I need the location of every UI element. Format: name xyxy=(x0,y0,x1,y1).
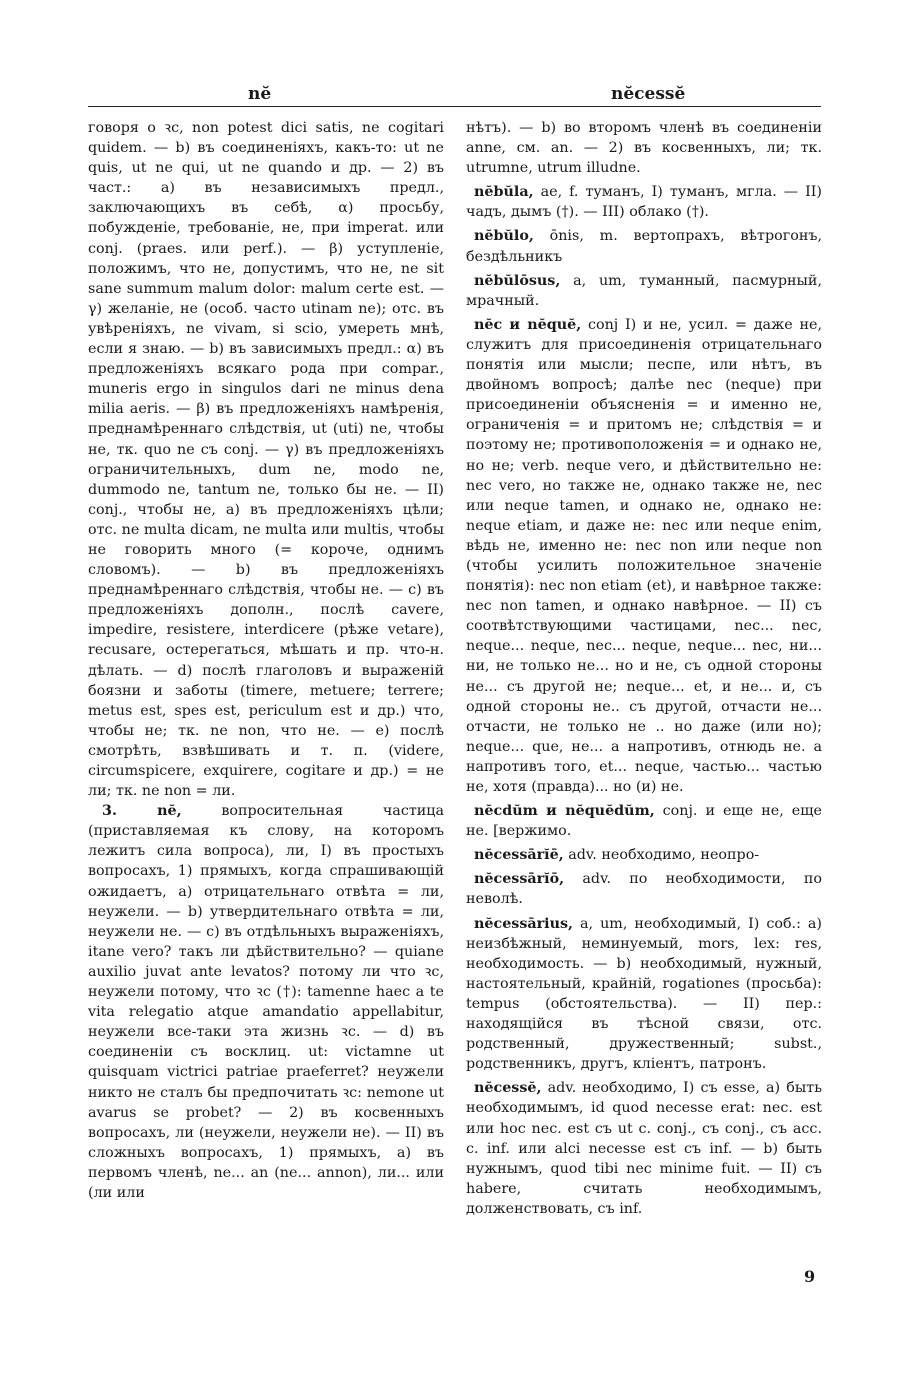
entry-definition: adv. необходимо, неопро- xyxy=(563,847,760,864)
dictionary-entry xyxy=(466,845,822,865)
dictionary-entry xyxy=(466,1078,822,1219)
left-column xyxy=(88,118,444,1203)
entry-definition: conj I) и не, усил. = даже не, служитъ для присоединенія отрицательнаго понятія или мысли; песпе, или нѣтъ, въ двойномъ вопросѣ; далѣе nec (neque) при присоединеніи объясненія = и именно не, ограниченія = и притомъ не; слѣдствія = и поэтому не; противоположенія = и однако не, но не; verb. neque vero, и дѣйствительно не: nec vero, но также не, однако также не, nec или neque tamen, и однако не, однако не: neque etiam, и даже не: nec или neque enim, вѣдь не, именно не: nec non или neque non (чтобы усилить положительное значеніе понятія): nec non etiam (et), и навѣрное также: nec non tamen, и однако навѣрное. — II) съ соотвѣтствующими частицами, nec... nec, neque... neque, nec... neque, neque... nec, ни... ни, не только не... но и не, съ одной стороны не... съ другой не; neque... et, и не... и, съ одной стороны не.. съ другой, отчасти не... отчасти, не только не .. но даже (или но); neque... que, не... а напротивъ, отнюдь не. а напротивъ того, et... neque, частью... частью не, хотя (правда)... но (и) не. xyxy=(466,316,822,795)
entry-headword: nĕcdŭm и nĕquĕdŭm, xyxy=(474,803,655,820)
continued-entry-text: нѣтъ). — b) во второмъ членѣ въ соединеніи anne, см. an. — 2) въ косвенныхъ, ли; тк. utrumne, utrum illudne. xyxy=(466,120,822,177)
entry-headword: nĕcessārĭō, xyxy=(474,871,565,888)
entry-definition: ae, f. туманъ, I) туманъ, мгла. — II) чадъ, дымъ (†). — III) облако (†). xyxy=(466,184,822,221)
running-header xyxy=(88,84,821,106)
header-rule xyxy=(88,106,821,107)
entry-headword: nĕbŭlo, xyxy=(474,228,534,245)
entry-headword: nĕcessārius, xyxy=(474,915,574,932)
entry-definition: adv. по необходимости, по неволѣ. xyxy=(466,871,822,908)
dictionary-entry xyxy=(466,869,822,909)
dictionary-entry xyxy=(466,914,822,1075)
entry-headword: nĕbŭlōsus, xyxy=(474,272,561,289)
right-column xyxy=(466,118,822,1219)
dictionary-entry xyxy=(466,226,822,266)
header-left-word: nĕ xyxy=(248,84,272,104)
page-number: 9 xyxy=(804,1267,816,1286)
entry-headword: nĕcessārĭē, xyxy=(474,847,564,864)
entry-definition: вопросительная частица (приставляемая къ слову, на которомъ лежитъ сила вопроса), ли, I) въ простыхъ вопросахъ, 1) прямыхъ, когда спрашивающій ожидаетъ, a) отрицательнаго отвѣта = ли, неужели. — b) утвердительнаго отвѣта = ли, неужели не. — c) въ отдѣльныхъ выраженіяхъ, itane vero? такъ ли дѣйствительно? — quiane auxilio juvat ante levatos? потому ли что ꝛc, неужели потому, что ꝛc (†): tamenne haec a te vita relegatio atque amandatio appellabitur, неужели все-таки эта жизнь ꝛc. — d) въ соединеніи съ восклиц. ut: victamne ut quisquam victrici patriae praeferret? неужели никто не сталъ бы предпочитать ꝛc: nemone ut avarus se probet? — 2) въ косвенныхъ вопросахъ, ли (неужели, неужели не). — II) въ сложныхъ вопросахъ, 1) прямыхъ, a) въ первомъ членѣ, ne... an (ne... annon), ли... или (ли или xyxy=(88,803,444,1201)
dictionary-entry xyxy=(466,801,822,841)
dictionary-entry xyxy=(466,271,822,311)
entry-definition: a, um, туманный, пасмурный, мрачный. xyxy=(466,272,822,309)
entry-definition: a, um, необходимый, I) соб.: a) неизбѣжный, неминуемый, mors, lex: res, необходимость. — b) необходимый, нужный, настоятельный, крайній, rogationes (просьба): tempus (обстоятельства). — II) пер.: находящійся въ тѣсной связи, отс. родственный, дружественный; subst., родственникъ, другъ, кліентъ, патронъ. xyxy=(466,915,822,1073)
entry-headword: nĕcessĕ, xyxy=(474,1080,542,1097)
entry-definition: conj. и еще не, еще не. [вержимо. xyxy=(466,803,822,840)
entry-headword: nĕc и nĕquĕ, xyxy=(474,316,582,333)
entry-headword: 3. nĕ, xyxy=(102,803,182,820)
header-right-word: nĕcessĕ xyxy=(611,84,686,104)
entry-definition: ōnis, m. вертопрахъ, вѣтрогонъ, бездѣльникъ xyxy=(466,228,822,265)
entry-headword: nĕbŭla, xyxy=(474,184,534,201)
continued-entry-text: говоря о ꝛc, non potest dici satis, ne cogitari quidem. — b) въ соединеніяхъ, какъ-то: ut ne quis, ut ne qui, ut ne quando и др. — 2) въ част.: a) въ независимыхъ предл., заключающихъ въ себѣ, α) просьбу, побужденіе, требованіе, не, при imperat. или conj. (praes. или perf.). — β) уступленіе, положимъ, что не, допустимъ, что не, ne sit sane summum malum dolor: malum certe est. — γ) желаніе, не (особ. часто utinam ne); отс. въ увѣреніяхъ, ne vivam, si scio, умереть мнѣ, если я знаю. — b) въ зависимыхъ предл.: α) въ предложеніяхъ всякаго рода при compar., muneris ergo in singulos dari ne minus dena milia aeris. — β) въ предложеніяхъ намѣренія, преднамѣреннаго слѣдствія, ut (uti) ne, чтобы не, тк. quo ne съ conj. — γ) въ предложеніяхъ ограничительныхъ, dum ne, modo ne, dummodo ne, tantum ne, только бы не. — II) conj., чтобы не, a) въ предложеніяхъ цѣли; отс. ne multa dicam, ne multa или multis, чтобы не говорить много (= короче, однимъ словомъ). — b) въ предложеніяхъ преднамѣреннаго слѣдствія, чтобы не. — c) въ предложеніяхъ дополн., послѣ cavere, impedire, resistere, interdicere (рѣже vetare), recusare, остерегаться, мѣшать и пр. что-н. дѣлать. — d) послѣ глаголовъ и выраженій боязни и заботы (timere, metuere; terrere; metus est, spes est, periculum est и др.) что, чтобы не; тк. ne non, что не. — e) послѣ смотрѣть, взвѣшивать и т. п. (videre, circumspicere, exquirere, cogitare и др.) = не ли; тк. ne non = ли. xyxy=(88,120,444,800)
dictionary-entry xyxy=(88,801,444,1203)
entry-definition: adv. необходимо, I) съ esse, a) быть необходимымъ, id quod necesse erat: nec. est или hoc nec. est съ ut c. conj., съ conj., съ acc. c. inf. или alci necesse est съ inf. — b) быть нужнымъ, quod tibi nec minime fuit. — II) съ habere, считать необходимымъ, долженствовать, съ inf. xyxy=(466,1080,822,1217)
dictionary-entry xyxy=(466,182,822,222)
dictionary-entry xyxy=(466,315,822,797)
